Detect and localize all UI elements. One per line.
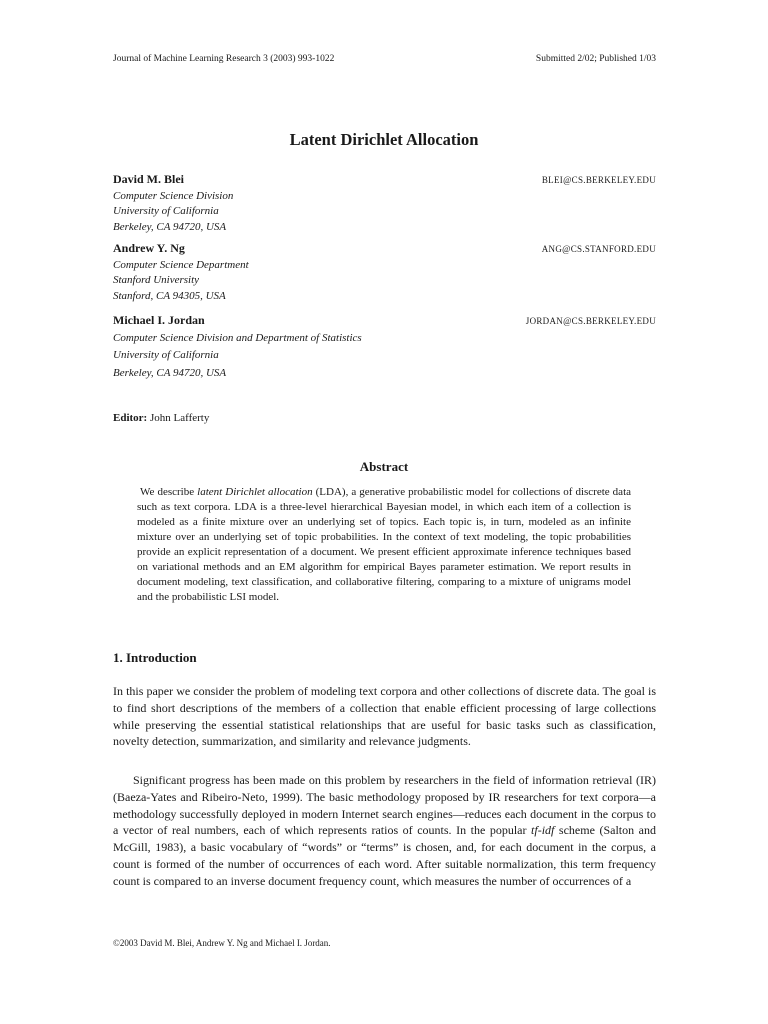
paragraph-text-rest: scheme (Salton and McGill, 1983), a basic vocabulary of “words” or “terms” is chosen, and, for each document in the corpus, a count is formed of the number of occurrences of each word. After suitable normalization, this term frequency count is compared to an inverse document frequency count, which measures the number of occurrences of a: [113, 823, 656, 888]
author-affiliation-line: Stanford University: [113, 274, 200, 286]
author-affiliation-line: Berkeley, CA 94720, USA: [113, 220, 227, 233]
editor-label: Editor:: [113, 412, 148, 424]
paper-title: Latent Dirichlet Allocation: [289, 130, 479, 149]
author-block-1: [113, 172, 656, 235]
abstract-heading: Abstract: [359, 459, 409, 474]
author-affiliation-line: Stanford, CA 94305, USA: [113, 289, 226, 302]
author-affiliation-line: Computer Science Department: [113, 258, 249, 271]
author-affiliation-line: Computer Science Division and Department of Statistics: [113, 331, 362, 344]
submission-dates: Submitted 2/02; Published 1/03: [535, 54, 656, 64]
abstract-emphasis: latent Dirichlet allocation: [197, 486, 313, 498]
editor-name: John Lafferty: [149, 412, 210, 424]
author-block-2: [113, 241, 656, 304]
author-email: ANG@CS.STANFORD.EDU: [541, 244, 656, 254]
author-email: JORDAN@CS.BERKELEY.EDU: [525, 316, 656, 326]
author-affiliation-line: Berkeley, CA 94720, USA: [113, 366, 227, 379]
author-name: Michael I. Jordan: [113, 313, 205, 327]
author-affiliation-line: University of California: [113, 205, 219, 217]
abstract-text-start: We describe: [140, 486, 198, 498]
tf-idf-term: tf-idf: [531, 823, 555, 838]
intro-paragraph-2: [113, 772, 656, 890]
author-email: BLEI@CS.BERKELEY.EDU: [541, 175, 656, 185]
author-block-3: [113, 313, 656, 382]
author-name: Andrew Y. Ng: [113, 241, 185, 255]
editor-line: [113, 412, 209, 424]
section-heading: 1. Introduction: [113, 650, 197, 665]
abstract-text: [137, 485, 631, 605]
running-header: [113, 53, 656, 65]
paragraph-text-start: Significant progress has been made on this problem by researchers in the field of information retrieval (IR) (Baeza-Yates and Ribeiro-Neto, 1999). The basic methodology proposed by IR researchers for text corpora—a methodology successfully deployed in modern Internet search engines—reduces each document in the corpus to a vector of real numbers, each of which represents ratios of counts. In the popular: [113, 773, 656, 838]
author-affiliation-line: University of California: [113, 349, 219, 361]
author-affiliation-line: Computer Science Division: [113, 189, 234, 202]
journal-citation: Journal of Machine Learning Research 3 (2003) 993-1022: [113, 54, 335, 64]
intro-paragraph-1: In this paper we consider the problem of modeling text corpora and other collections of discrete data. The goal is to find short descriptions of the members of a collection that enable efficient processing of large collections while preserving the essential statistical relationships that are useful for basic tasks such as classification, novelty detection, summarization, and similarity and relevance judgments.: [113, 684, 656, 749]
copyright-footer: ©2003 David M. Blei, Andrew Y. Ng and Michael I. Jordan.: [113, 938, 331, 948]
abstract-text-rest: (LDA), a generative probabilistic model for collections of discrete data such as text corpora. LDA is a three-level hierarchical Bayesian model, in which each item of a collection is modeled as a finite mixture over an underlying set of topics. Each topic is, in turn, modeled as an infinite mixture over an underlying set of topic probabilities. In the context of text modeling, the topic probabilities provide an explicit representation of a document. We present efficient approximate inference techniques based on variational methods and an EM algorithm for empirical Bayes parameter estimation. We report results in document modeling, text classification, and collaborative filtering, comparing to a mixture of unigrams model and the probabilistic LSI model.: [137, 486, 632, 603]
author-name: David M. Blei: [113, 172, 184, 186]
